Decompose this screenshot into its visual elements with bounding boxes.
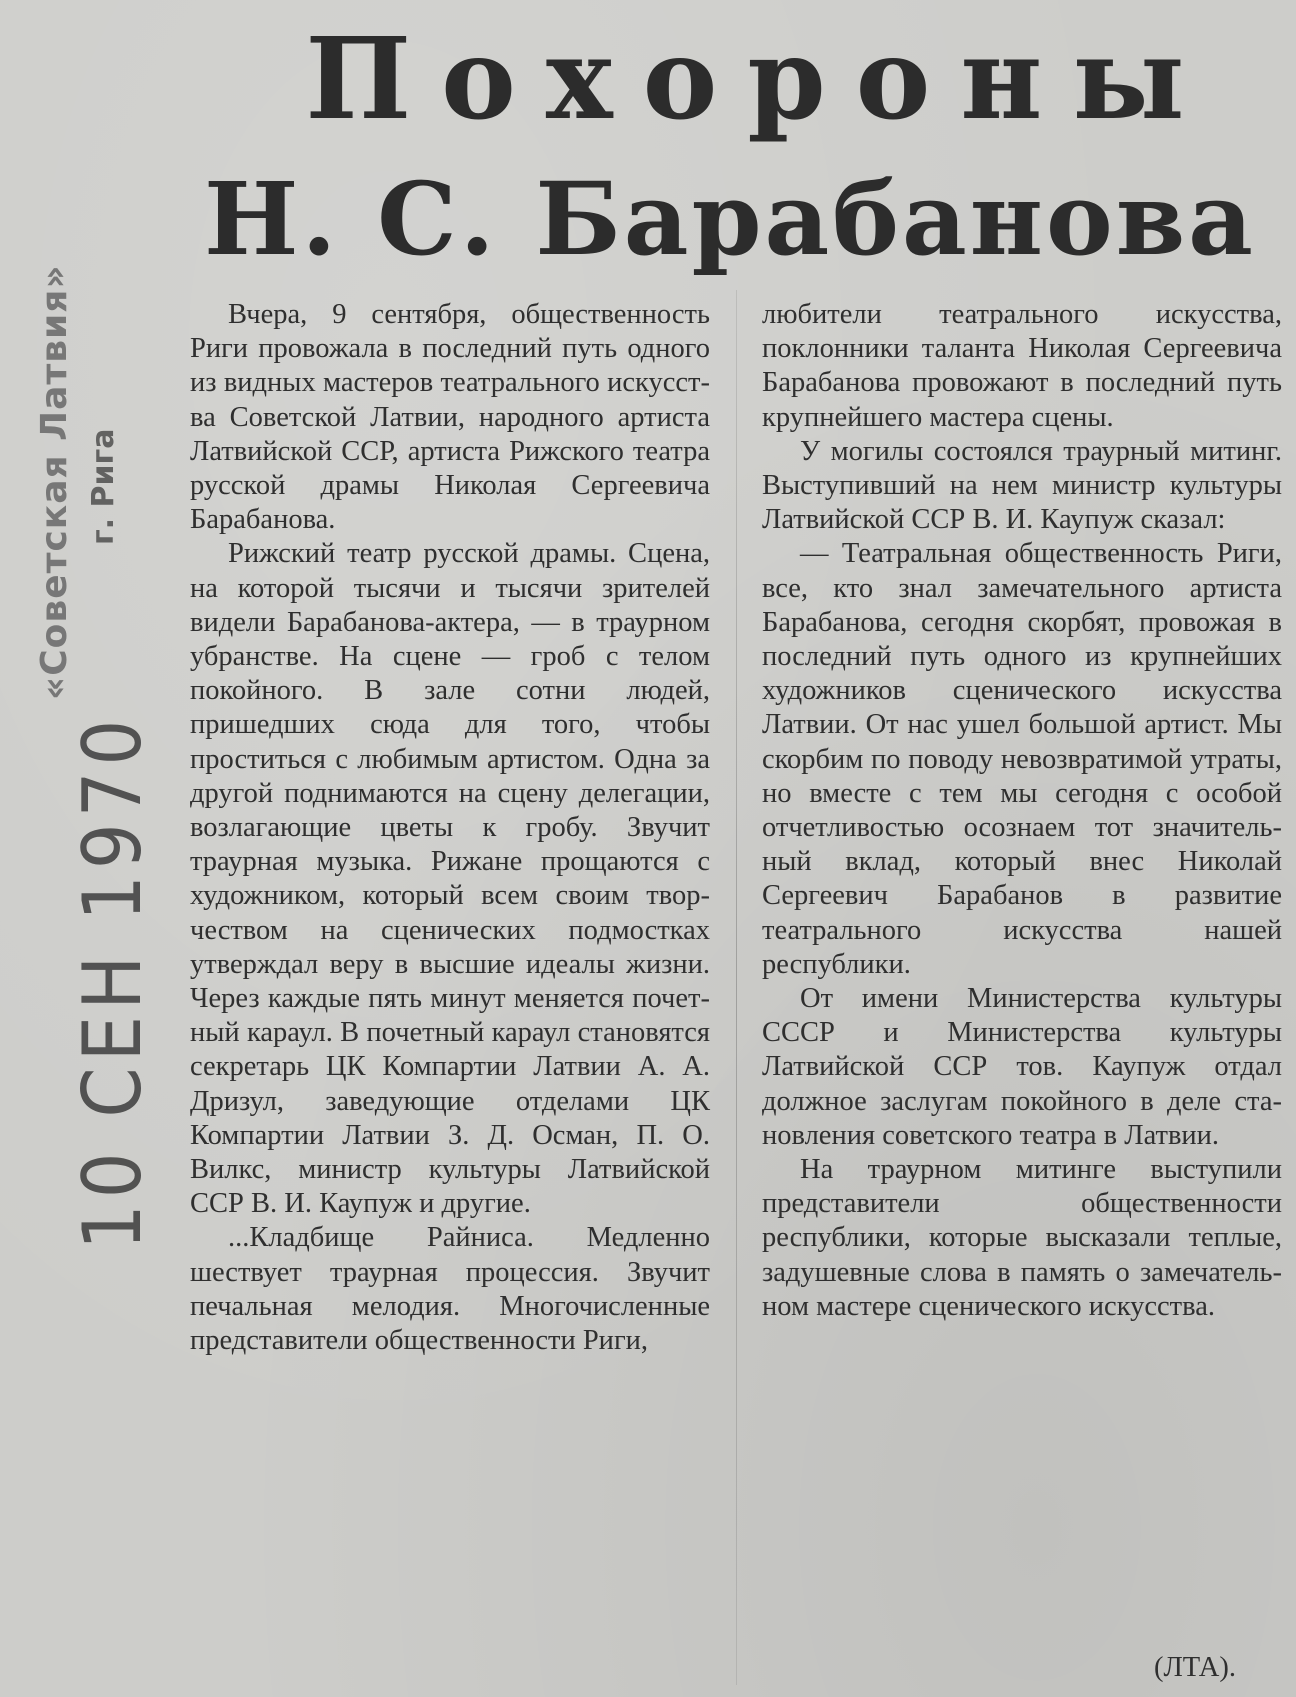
- stamp-date: 10 СЕН 1970: [66, 713, 159, 1250]
- right-column: [762, 298, 1282, 1324]
- left-column: [190, 298, 710, 1358]
- headline-line-2: Н. С. Барабанова: [204, 160, 1256, 278]
- paragraph: У могилы состоялся траурный митинг. Выступивший на нем министр культуры Латвийской ССР В. И. Каупуж сказал:: [762, 435, 1282, 536]
- paragraph: Вчера, 9 сентября, общественность Риги провожала в последний путь одного из видных мастеров театрального искусства Советской Латвии, народного артиста Латвийской ССР, артиста Рижского театра русской драмы Николая Сергеевича Барабанова.: [190, 299, 710, 536]
- paragraph-continuation: любители театрального искусства, поклонники таланта Николая Сергеевича Барабанова провожают в последний путь крупнейшего мастера сцены.: [762, 299, 1282, 433]
- paragraph: ...Кладбище Райниса. Медленно шествует траурная процессия. Звучит печальная мелодия. Многочисленные представители общественности Риги,: [190, 1222, 710, 1357]
- signature-agency: (ЛТА).: [1153, 1652, 1236, 1683]
- paragraph: На траурном митинге выступили представители общественности республики, которые высказали теплые, задушевные слова в память о замечательном мастере сценического искусства.: [762, 1154, 1282, 1322]
- paragraph: — Театральная общественность Риги, все, кто знал замечательного артиста Барабанова, сегодня скорбят, провожая в последний путь одного из крупнейших художников сценического искусства Латвии. От нас ушел большой артист. Мы скорбим по поводу невозвратимой утраты, но вместе с тем мы сегодня с особой отчетливостью осознаем тот значительный вклад, который внес Николай Сергеевич Барабанов в развитие театрального искусства нашей республики.: [762, 538, 1282, 980]
- paragraph: Рижский театр русской драмы. Сцена, на которой тысячи и тысячи зрителей видели Барабанова-актера, — в траурном убранстве. На сцене — гроб с телом покойного. В зале сотни людей, пришедших сюда для того, чтобы проститься с любимым артистом. Одна за другой поднимаются на сцену делегации, возлагающие цветы к гробу. Звучит траурная музыка. Рижане прощаются с художником, который всем своим творчеством на сценических подмостках утверждал веру в высшие идеалы жизни. Через каждые пять минут меняется почетный караул. В почетный караул становятся секретарь ЦК Компартии Латвии А. А. Дризул, заведующие отделами ЦК Компартии Латвии З. Д. Осман, П. О. Вилкс, министр культуры Латвийской ССР В. И. Каупуж и другие.: [190, 538, 710, 1220]
- column-divider: [736, 290, 737, 1685]
- headline-line-1: Похороны: [305, 14, 1215, 145]
- stamp-newspaper-name: «Советская Латвия»: [34, 264, 75, 700]
- paragraph: От имени Министерства культуры СССР и Министерства культуры Латвийской ССР тов. Каупуж отдал должное заслугам покойного в деле становления советского театра в Латвии.: [762, 983, 1282, 1151]
- stamp-city: г. Рига: [86, 428, 121, 545]
